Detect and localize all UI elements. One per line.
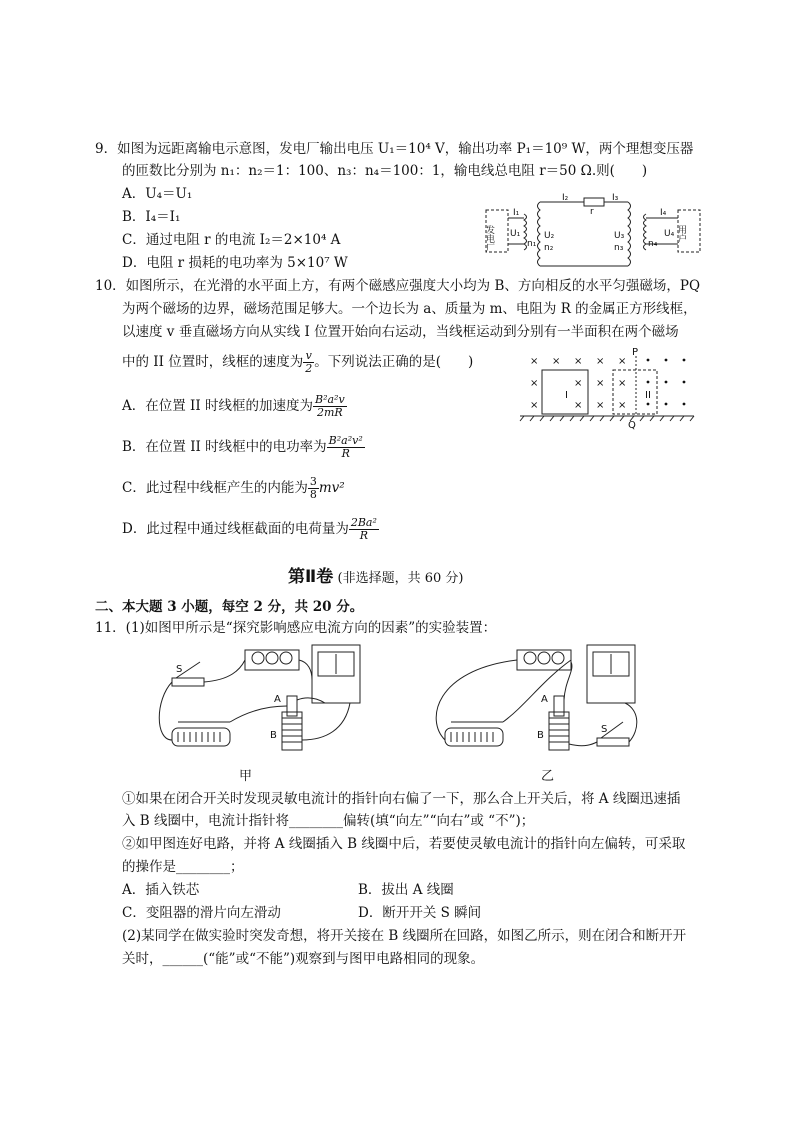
option-text: A．在位置 II 时线框的加速度为 <box>122 398 313 414</box>
svg-text:×: × <box>596 378 605 389</box>
fig-label-n2: n₂ <box>544 243 554 253</box>
frac-num: B²a²v <box>315 393 345 406</box>
q11-option-d: D．断开开关 S 瞬间 <box>358 905 482 921</box>
q10-option-d <box>122 514 379 544</box>
coil-a <box>554 696 564 716</box>
q10-stem-line1: 10．如图所示，在光滑的水平面上方，有两个磁感应强度大小均为 B、方向相反的水平匀强磁场，PQ <box>95 278 701 294</box>
frac-den: 2mR <box>316 406 343 419</box>
rheostat <box>172 728 230 746</box>
q10-option-a <box>122 391 347 421</box>
svg-text:×: × <box>574 378 583 389</box>
q10-stem-line4-end: 。下列说法正确的是( ) <box>314 354 474 370</box>
q11-option-b: B．拔出 A 线圈 <box>358 882 454 898</box>
battery <box>517 650 571 670</box>
rheostat <box>445 728 503 746</box>
svg-text:×: × <box>530 378 539 389</box>
switch-s <box>597 738 629 746</box>
q11-stem: 11．(1)如图甲所示是“探究影响感应电流方向的因素”的实验装置： <box>95 620 497 636</box>
q10-stem-line4 <box>122 347 473 377</box>
part2-subtitle: (非选择题，共 60 分) <box>337 571 464 586</box>
label-p: P <box>632 347 639 358</box>
q11-part2-line1: ②如甲图连好电路，并将 A 线圈插入 B 线圈中后，若要使灵敏电流计的指针向左偏转，可采取 <box>122 836 686 852</box>
q11-option-a: A．插入铁芯 <box>122 882 200 898</box>
q9-option-a: A．U₄＝U₁ <box>122 186 193 202</box>
label-b: B <box>537 730 544 741</box>
option-text: B．在位置 II 时线框中的电功率为 <box>122 439 327 455</box>
label-position-i: I <box>565 390 568 401</box>
option-fraction <box>308 476 319 501</box>
fig-label-r: r <box>590 207 594 217</box>
q9-option-d: D．电阻 r 损耗的电功率为 5×10⁷ W <box>122 255 348 271</box>
option-fraction <box>327 435 365 460</box>
label-a: A <box>541 694 548 705</box>
frac-den: 2 <box>305 362 313 375</box>
section-heading: 二、本大题 3 小题，每空 2 分，共 20 分。 <box>95 599 364 615</box>
experiment-figure-right <box>425 640 645 765</box>
experiment-figure-left <box>150 640 370 765</box>
q11-part3-line1: (2)某同学在做实验时突发奇想，将开关接在 B 线圈所在回路，如图乙所示，则在闭合和断开开 <box>122 928 687 944</box>
q9-stem-line2: 的匝数比分别为 n₁：n₂＝1：100、n₃：n₄＝100：1，输电线总电阻 r＝50 Ω.则( ) <box>122 163 648 179</box>
svg-text:×: × <box>574 356 583 367</box>
svg-text:×: × <box>618 400 627 411</box>
ground-hatching <box>520 416 694 421</box>
fig-label-u4: U₄ <box>664 229 675 239</box>
magnetic-field-diagram <box>518 346 696 430</box>
q11-part1-line1: ①如果在闭合开关时发现灵敏电流计的指针向右偏了一下，那么合上开关后，将 A 线圈迅速插 <box>122 791 681 807</box>
option-text-end: mv² <box>318 480 345 496</box>
q11-part1-line2: 入 B 线圈中，电流计指针将________偏转(填“向左”“向右”或 “不”)； <box>122 813 535 829</box>
frac-den: R <box>341 447 350 460</box>
fig-label-i1: I₁ <box>513 208 520 218</box>
svg-text:×: × <box>596 400 605 411</box>
fig-left-box-text: 发电厂 <box>484 225 494 252</box>
svg-text:×: × <box>618 378 627 389</box>
svg-text:×: × <box>596 356 605 367</box>
fig-label-n4: n₄ <box>648 239 658 249</box>
fig-label-n3: n₃ <box>614 243 624 253</box>
label-s: S <box>601 724 608 735</box>
svg-text:×: × <box>552 356 561 367</box>
fig-label-i3: I₃ <box>612 193 619 203</box>
battery <box>245 650 299 670</box>
frac-num: v <box>303 350 314 363</box>
cross-markers <box>530 356 626 411</box>
option-text: D．此过程中通过线框截面的电荷量为 <box>122 521 349 537</box>
q10-velocity-fraction <box>303 350 314 375</box>
label-position-ii: II <box>645 390 651 401</box>
q10-stem-line4-text: 中的 II 位置时，线框的速度为 <box>122 354 304 370</box>
q10-option-c <box>122 473 345 503</box>
q10-stem-line3: 以速度 v 垂直磁场方向从实线 I 位置开始向右运动，当线框运动到分别有一半面积在两个磁场 <box>122 324 679 340</box>
coil-a <box>287 696 297 716</box>
label-a: A <box>274 694 281 705</box>
frac-num: 3 <box>309 475 317 488</box>
transmission-diagram <box>480 190 710 270</box>
q9-option-c: C．通过电阻 r 的电流 I₂＝2×10⁴ A <box>122 232 341 248</box>
svg-text:×: × <box>530 400 539 411</box>
frac-den: R <box>359 529 368 542</box>
part2-heading <box>288 562 463 587</box>
label-s: S <box>176 664 183 675</box>
part2-title: 第Ⅱ卷 <box>288 567 334 587</box>
frac-num: 2Ba² <box>350 516 377 529</box>
label-b: B <box>270 730 277 741</box>
option-text: C．此过程中线框产生的内能为 <box>122 480 308 496</box>
fig-label-i4: I₄ <box>660 208 667 218</box>
q10-option-b <box>122 432 365 462</box>
figure-left-caption: 甲 <box>239 769 253 784</box>
svg-text:×: × <box>574 400 583 411</box>
q11-part2-line2: 的操作是________； <box>122 859 244 875</box>
q11-part3-line2: 关时，______(“能”或“不能”)观察到与图甲电路相同的现象。 <box>122 951 485 967</box>
fig-label-u1: U₁ <box>510 229 521 239</box>
fig-label-i2: I₂ <box>562 193 569 203</box>
q11-option-c: C．变阻器的滑片向左滑动 <box>122 905 281 921</box>
fig-right-box-text: 用户 <box>676 225 686 243</box>
option-fraction <box>349 517 379 542</box>
frac-den: 8 <box>309 488 317 501</box>
q9-option-b: B．I₄＝I₁ <box>122 209 181 225</box>
q10-stem-line2: 为两个磁场的边界，磁场范围足够大。一个边长为 a、质量为 m、电阻为 R 的金属正方形线框， <box>122 301 697 317</box>
dot-markers <box>647 359 686 406</box>
fig-label-n1: n₁ <box>527 239 537 249</box>
svg-text:×: × <box>530 356 539 367</box>
label-q: Q <box>628 420 636 430</box>
q9-stem-line1: 9．如图为远距离输电示意图，发电厂输出电压 U₁＝10⁴ V，输出功率 P₁＝10⁹ W，两个理想变压器 <box>95 141 694 157</box>
figure-right-caption: 乙 <box>541 769 555 784</box>
frac-num: B²a²v² <box>328 434 363 447</box>
fig-label-u3: U₃ <box>614 231 625 241</box>
switch-s <box>172 678 204 686</box>
svg-text:×: × <box>618 356 627 367</box>
option-fraction <box>313 394 347 419</box>
fig-label-u2: U₂ <box>544 231 555 241</box>
